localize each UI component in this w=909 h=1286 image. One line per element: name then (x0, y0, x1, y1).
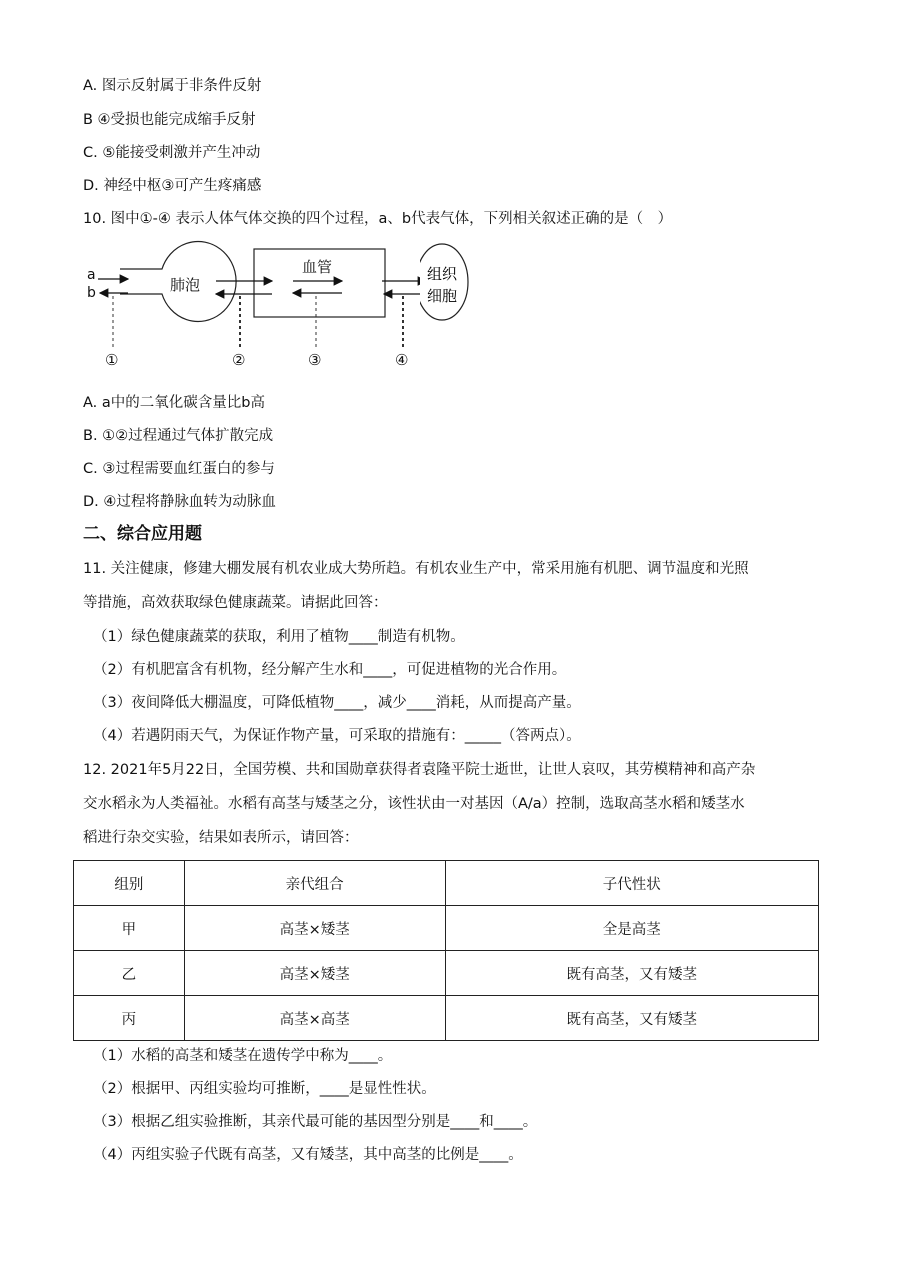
q11-part-3: （3）夜间降低大棚温度，可降低植物____，减少____消耗，从而提高产量。 (93, 695, 581, 711)
q12-stem-line2: 交水稻永为人类福祉。水稻有高茎与矮茎之分，该性状由一对基因（A/a）控制，选取高茎水稻和矮茎水 (83, 796, 745, 812)
marker-4: ④ (395, 351, 409, 369)
q11-stem-line2: 等措施，高效获取绿色健康蔬菜。请据此回答： (83, 595, 388, 611)
q10-option-c: C. ③过程需要血红蛋白的参与 (83, 461, 275, 477)
q9-option-a: A. 图示反射属于非条件反射 (83, 78, 262, 94)
marker-2: ② (232, 351, 246, 369)
q12-part-1: （1）水稻的高茎和矮茎在遗传学中称为____。 (93, 1048, 393, 1064)
tissue-label-line2: 细胞 (427, 287, 458, 305)
q9-option-d: D. 神经中枢③可产生疼痛感 (83, 178, 262, 194)
alveolus-label: 肺泡 (170, 276, 201, 294)
table-header-row (74, 861, 819, 906)
table-cell: 既有高茎，又有矮茎 (445, 951, 819, 996)
q11-part-4: （4）若遇阴雨天气，为保证作物产量，可采取的措施有：_____（答两点）。 (93, 728, 581, 744)
q11-part-2: （2）有机肥富含有机物，经分解产生水和____，可促进植物的光合作用。 (93, 662, 567, 678)
table-header-cell: 组别 (74, 861, 185, 906)
q10-option-d: D. ④过程将静脉血转为动脉血 (83, 494, 276, 510)
table-cell: 丙 (74, 996, 185, 1041)
tissue-cell-diagram (420, 238, 480, 328)
marker-1: ① (105, 351, 119, 369)
gas-a-label: a (87, 267, 96, 283)
q11-part-1: （1）绿色健康蔬菜的获取，利用了植物____制造有机物。 (93, 629, 465, 645)
cross-results-table (73, 860, 819, 1041)
table-cell: 乙 (74, 951, 185, 996)
table-row (74, 906, 819, 951)
table-header-cell: 亲代组合 (184, 861, 445, 906)
q12-part-2: （2）根据甲、丙组实验均可推断，____是显性性状。 (93, 1081, 436, 1097)
marker-3: ③ (308, 351, 322, 369)
q11-stem-line1: 11. 关注健康，修建大棚发展有机农业成大势所趋。有机农业生产中，常采用施有机肥、调节温度和光照 (83, 561, 749, 577)
table-header-cell: 子代性状 (445, 861, 819, 906)
q12-part-4: （4）丙组实验子代既有高茎，又有矮茎，其中高茎的比例是____。 (93, 1147, 523, 1163)
table-cell: 甲 (74, 906, 185, 951)
table-cell: 高茎×矮茎 (184, 951, 445, 996)
table-cell: 高茎×矮茎 (184, 906, 445, 951)
q12-stem-line3: 稻进行杂交实验，结果如表所示，请回答： (83, 830, 359, 846)
section-title: 二、综合应用题 (83, 524, 202, 544)
gas-exchange-diagram (80, 238, 420, 374)
q9-option-b: B ④受损也能完成缩手反射 (83, 112, 256, 128)
gas-b-label: b (87, 285, 96, 301)
table-row (74, 996, 819, 1041)
q12-part-3: （3）根据乙组实验推断，其亲代最可能的基因型分别是____和____。 (93, 1114, 538, 1130)
table-row (74, 951, 819, 996)
table-cell: 全是高茎 (445, 906, 819, 951)
table-cell: 既有高茎，又有矮茎 (445, 996, 819, 1041)
q10-option-b: B. ①②过程通过气体扩散完成 (83, 428, 274, 444)
table-cell: 高茎×高茎 (184, 996, 445, 1041)
tissue-label-line1: 组织 (427, 265, 458, 283)
vessel-label: 血管 (302, 258, 333, 276)
q12-stem-line1: 12. 2021年5月22日，全国劳模、共和国勋章获得者袁隆平院士逝世，让世人哀叹，其劳模精神和高产杂 (83, 762, 756, 778)
q10-option-a: A. a中的二氧化碳含量比b高 (83, 395, 265, 411)
q9-option-c: C. ⑤能接受刺激并产生冲动 (83, 145, 261, 161)
q10-stem: 10. 图中①-④ 表示人体气体交换的四个过程，a、b代表气体，下列相关叙述正确的是（ ） (83, 211, 673, 227)
